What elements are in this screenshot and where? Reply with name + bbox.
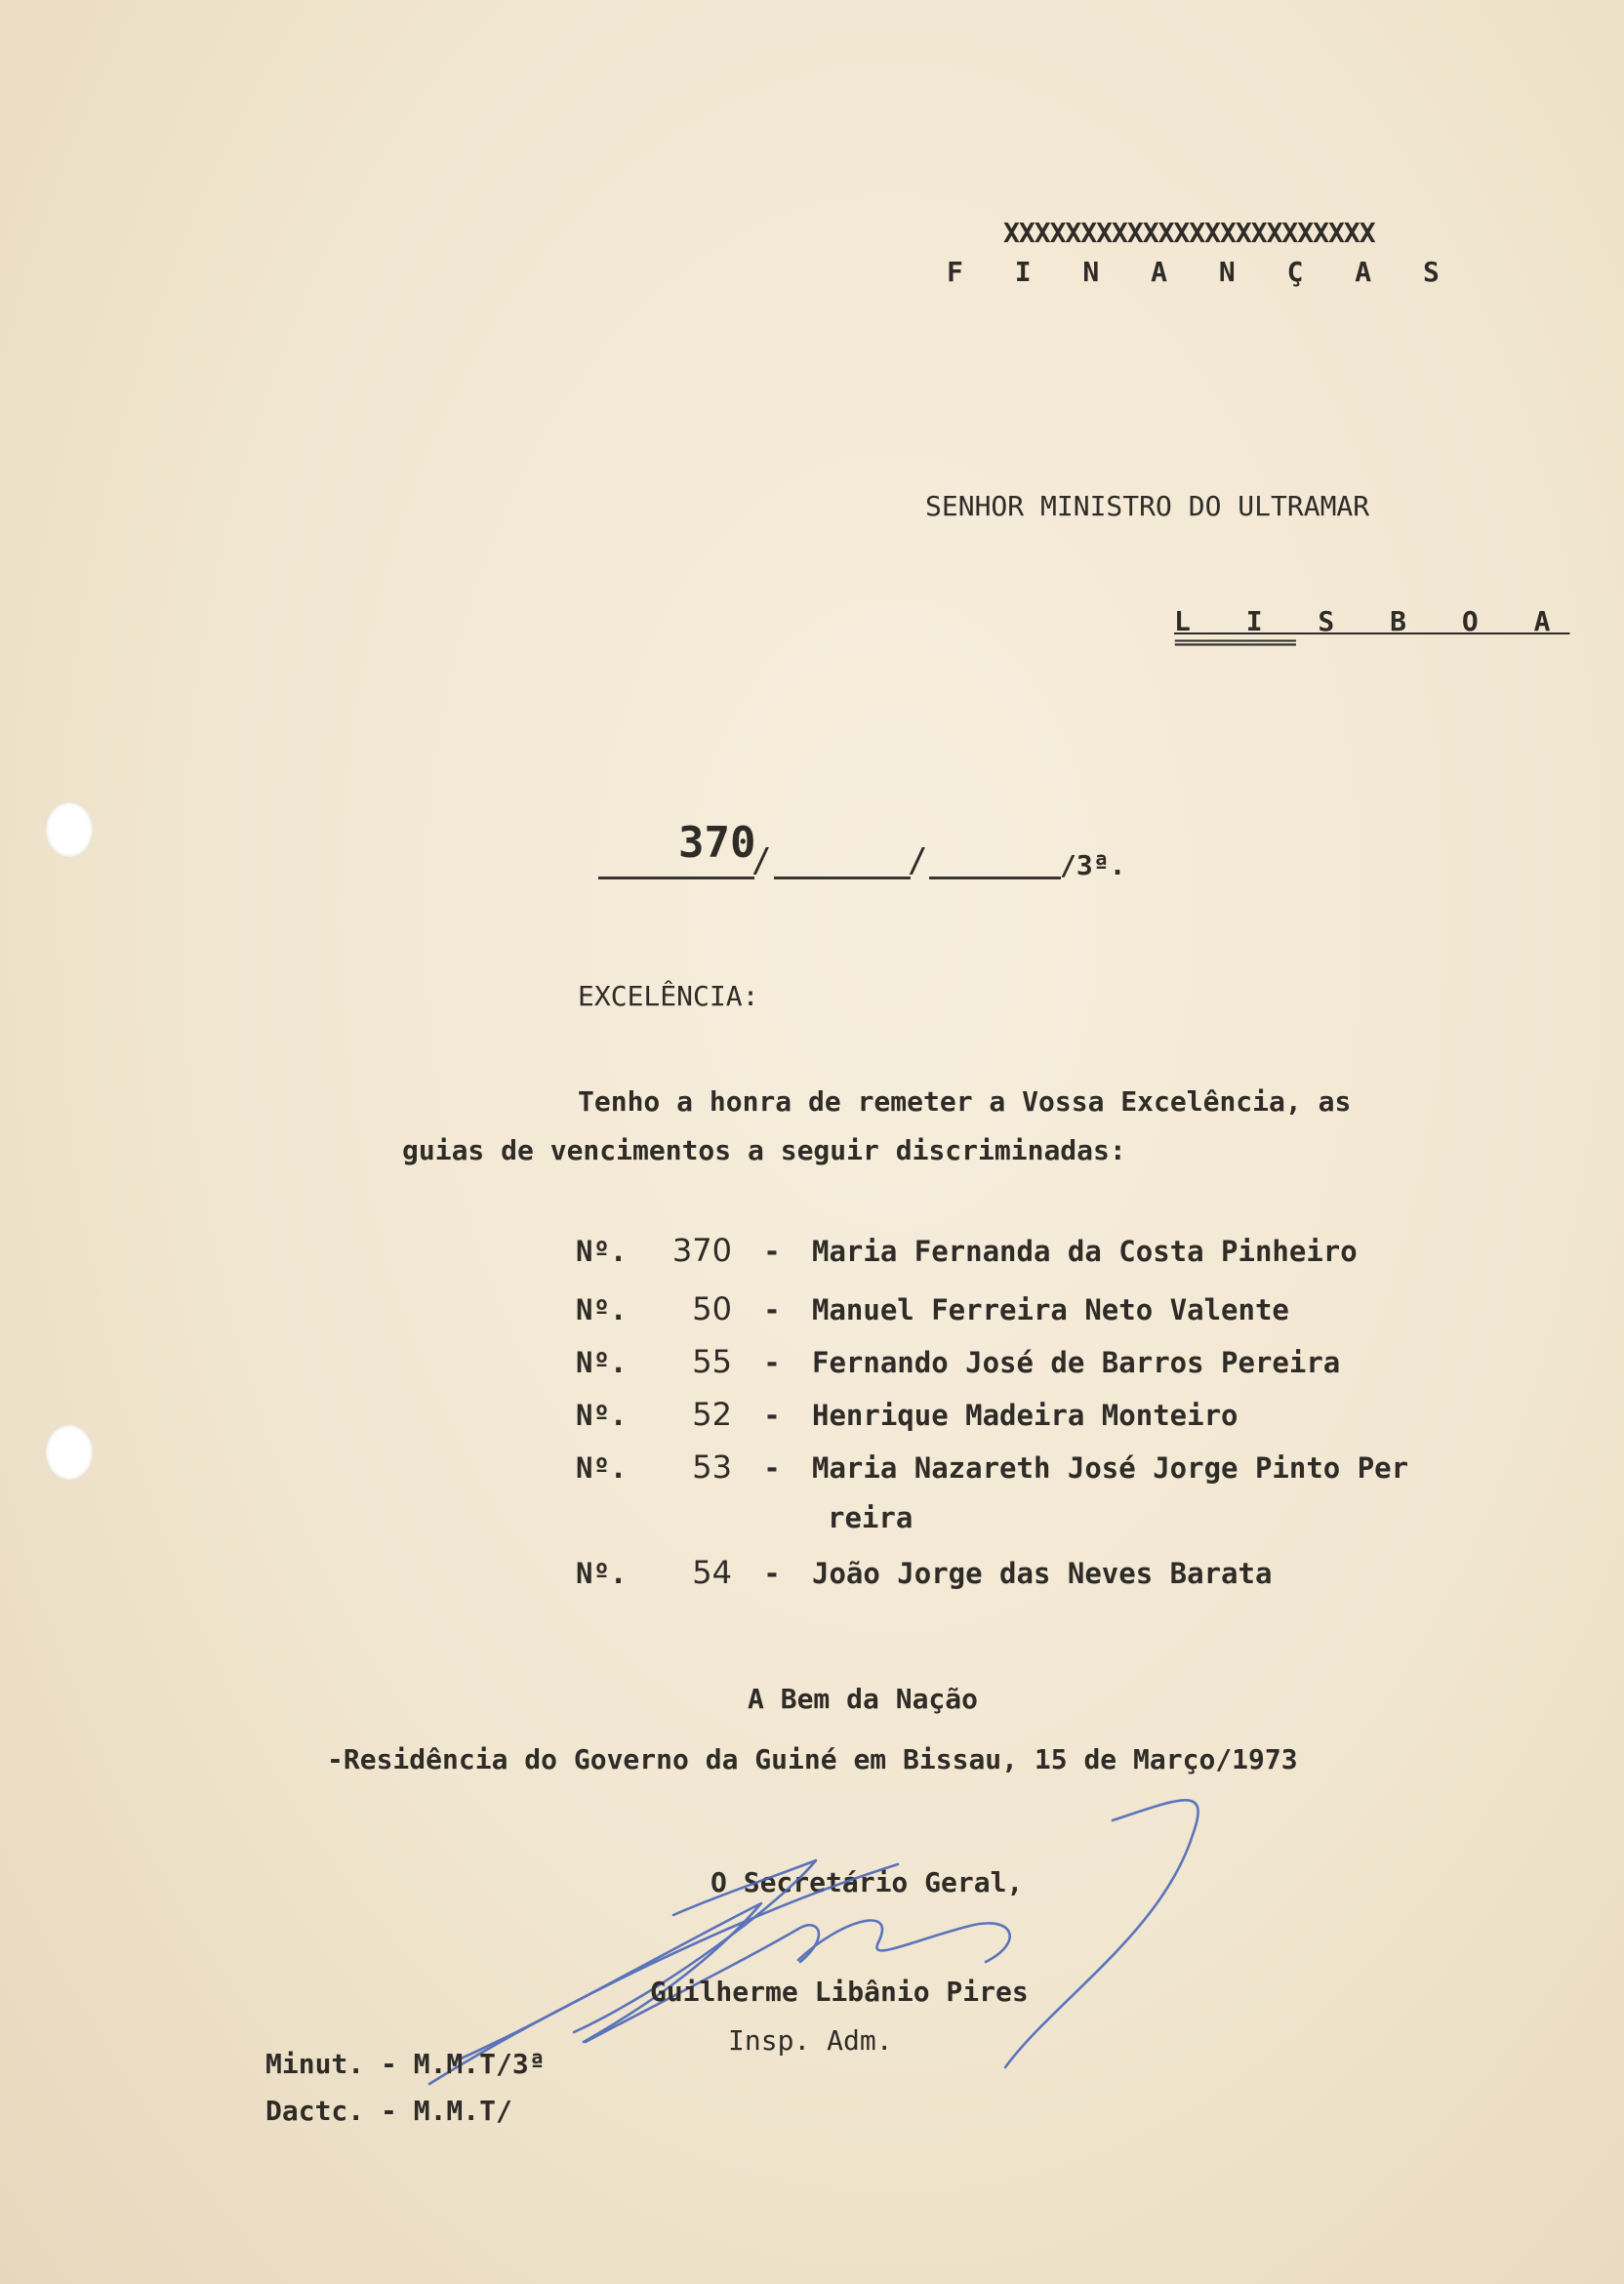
closing-motto: A Bem da Nação bbox=[748, 1683, 979, 1715]
item-number: 55 bbox=[692, 1343, 732, 1380]
item-dash: - bbox=[763, 1399, 781, 1432]
recipient-line: SENHOR MINISTRO DO ULTRAMAR bbox=[925, 490, 1370, 522]
item-label: Nº. bbox=[576, 1346, 628, 1379]
item-dash: - bbox=[763, 1451, 781, 1485]
reference-suffix: /3ª. bbox=[1060, 849, 1126, 881]
item-name: Maria Fernanda da Costa Pinheiro bbox=[812, 1235, 1358, 1268]
city-double-underline: ============== bbox=[1174, 632, 1295, 653]
signatory-name: Guilherme Libânio Pires bbox=[650, 1976, 1029, 2008]
reference-number: 370 bbox=[678, 818, 756, 868]
item-number: 370 bbox=[671, 1232, 732, 1269]
item-dash: - bbox=[763, 1293, 781, 1326]
item-name: Henrique Madeira Monteiro bbox=[812, 1399, 1238, 1432]
department-heading: F I N A N Ç A S bbox=[947, 256, 1457, 288]
minut-reference: Minut. - M.M.T/3ª bbox=[265, 2048, 546, 2080]
item-name: João Jorge das Neves Barata bbox=[812, 1557, 1273, 1590]
item-number: 53 bbox=[692, 1448, 732, 1486]
city-line: L I S B O A bbox=[1174, 605, 1570, 637]
item-label: Nº. bbox=[576, 1293, 628, 1326]
item-label: Nº. bbox=[576, 1399, 628, 1432]
body-line-1: Tenho a honra de remeter a Vossa Excelência, as bbox=[578, 1085, 1352, 1118]
item-dash: - bbox=[763, 1346, 781, 1379]
item-label: Nº. bbox=[576, 1235, 628, 1268]
ref-slash-1: / bbox=[751, 841, 772, 880]
item-label: Nº. bbox=[576, 1451, 628, 1485]
place-and-date: -Residência do Governo da Guiné em Bissau, 15 de Março/1973 bbox=[327, 1743, 1298, 1775]
signer-role: O Secretário Geral, bbox=[710, 1866, 1024, 1898]
crossed-out-heading: XXXXXXXXXXXXXXXXXXXXXXXX bbox=[1003, 217, 1375, 249]
item-name: Manuel Ferreira Neto Valente bbox=[812, 1293, 1289, 1326]
salutation: EXCELÊNCIA: bbox=[578, 980, 759, 1012]
ref-slash-2: / bbox=[908, 841, 928, 880]
item-number: 50 bbox=[692, 1290, 732, 1327]
body-line-2: guias de vencimentos a seguir discriminadas: bbox=[402, 1134, 1126, 1166]
item-dash: - bbox=[763, 1557, 781, 1590]
item-name: Fernando José de Barros Pereira bbox=[812, 1346, 1341, 1379]
item-name: Maria Nazareth José Jorge Pinto Per bbox=[812, 1451, 1409, 1485]
item-dash: - bbox=[763, 1235, 781, 1268]
item-name-continuation: reira bbox=[828, 1501, 914, 1534]
item-number: 52 bbox=[692, 1396, 732, 1433]
item-label: Nº. bbox=[576, 1557, 628, 1590]
item-number: 54 bbox=[692, 1554, 732, 1591]
signatory-title: Insp. Adm. bbox=[728, 2024, 893, 2057]
dactc-reference: Dactc. - M.M.T/ bbox=[265, 2095, 512, 2127]
